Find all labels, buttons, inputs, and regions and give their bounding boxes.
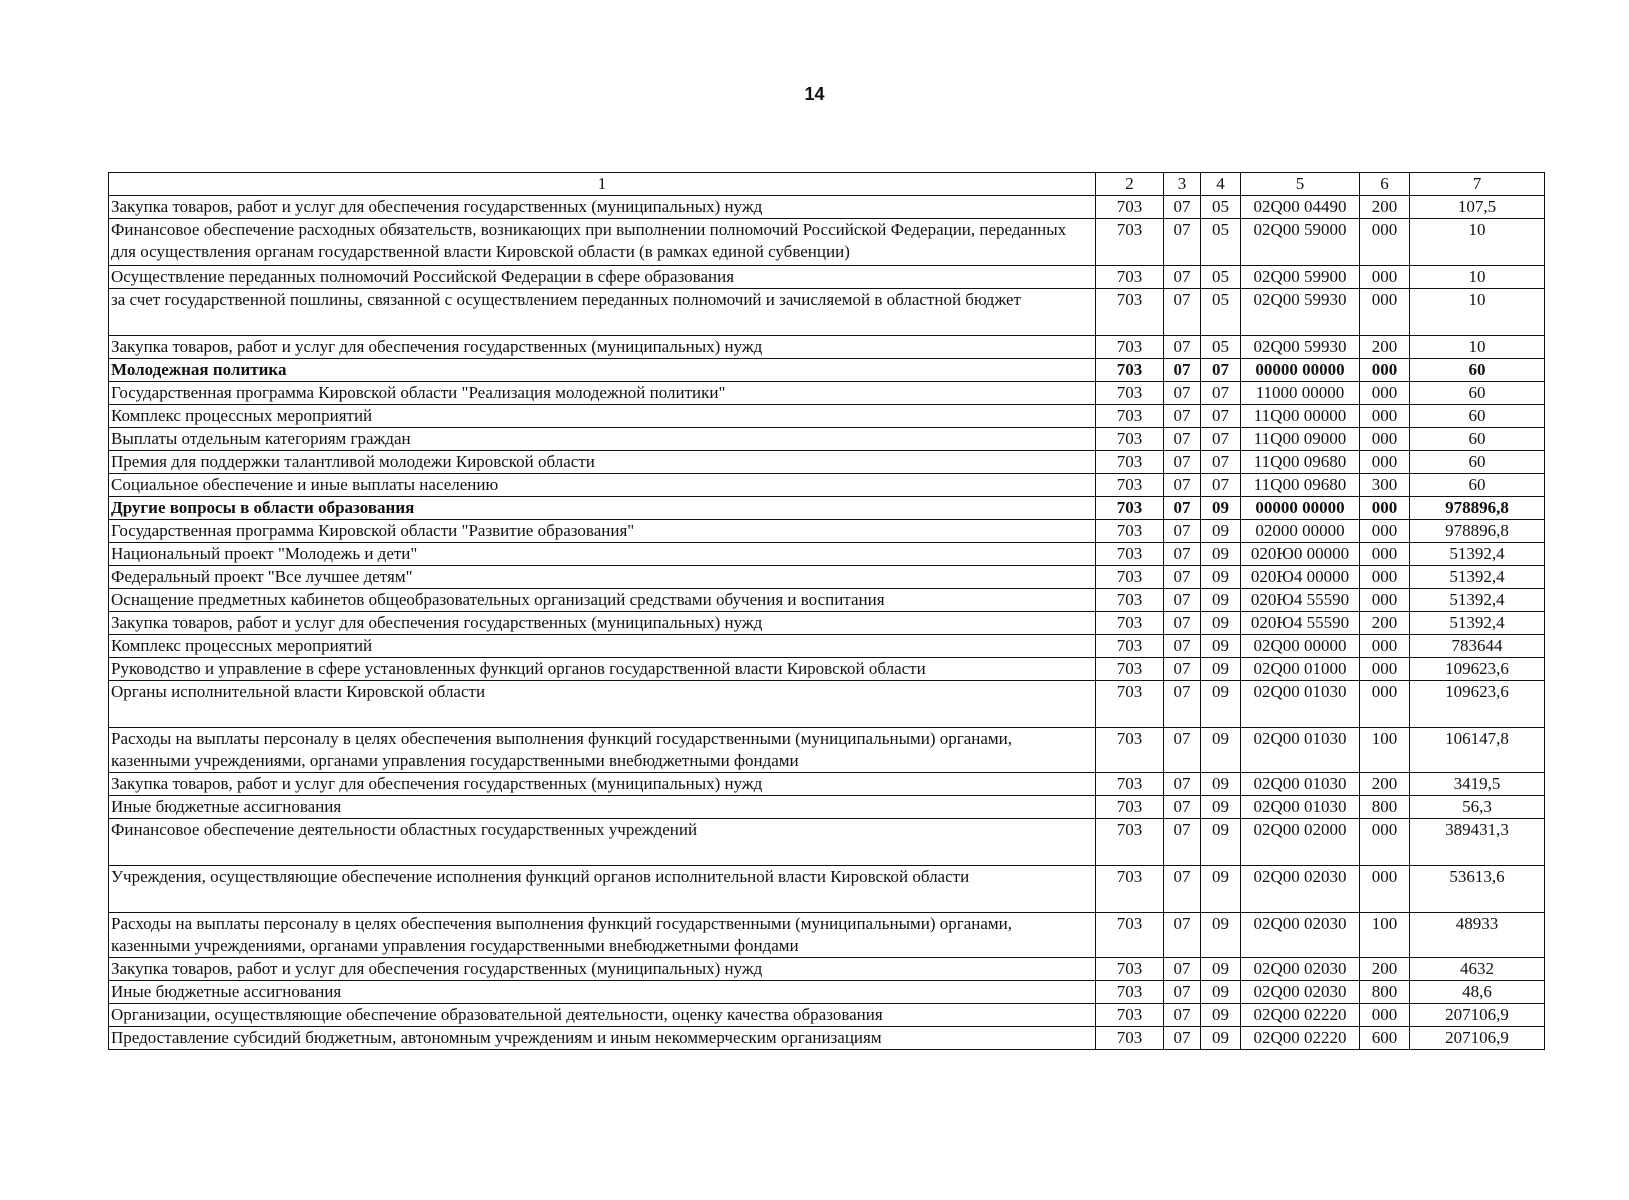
row-code-cell-3: 07 bbox=[1164, 219, 1201, 266]
table-row bbox=[109, 773, 1545, 796]
row-code-cell-3: 07 bbox=[1164, 359, 1201, 382]
row-code-cell-3: 07 bbox=[1164, 658, 1201, 681]
row-code-cell-2: 703 bbox=[1096, 497, 1164, 520]
row-code-cell-4: 05 bbox=[1201, 266, 1241, 289]
row-code-cell-5: 02Q00 59900 bbox=[1241, 266, 1360, 289]
row-code-cell-3: 07 bbox=[1164, 728, 1201, 773]
row-code-cell-3: 07 bbox=[1164, 543, 1201, 566]
row-name-cell: Национальный проект "Молодежь и дети" bbox=[109, 543, 1096, 566]
row-code-cell-4: 09 bbox=[1201, 866, 1241, 913]
row-code-cell-7: 3419,5 bbox=[1410, 773, 1545, 796]
row-code-cell-5: 02Q00 02030 bbox=[1241, 958, 1360, 981]
row-code-cell-5: 02Q00 59930 bbox=[1241, 336, 1360, 359]
table-row bbox=[109, 612, 1545, 635]
column-header: 2 bbox=[1096, 173, 1164, 196]
row-code-cell-3: 07 bbox=[1164, 681, 1201, 728]
column-header: 4 bbox=[1201, 173, 1241, 196]
row-code-cell-6: 100 bbox=[1360, 728, 1410, 773]
row-code-cell-3: 07 bbox=[1164, 635, 1201, 658]
row-code-cell-2: 703 bbox=[1096, 382, 1164, 405]
row-name-cell: Финансовое обеспечение расходных обязательств, возникающих при выполнении полномочий Российской Федерации, переданных для осуществления органам государственной власти Кировской области (в рамках единой субвенции) bbox=[109, 219, 1096, 266]
row-code-cell-2: 703 bbox=[1096, 819, 1164, 866]
table-row bbox=[109, 728, 1545, 773]
row-code-cell-2: 703 bbox=[1096, 359, 1164, 382]
table-row bbox=[109, 681, 1545, 728]
row-code-cell-2: 703 bbox=[1096, 866, 1164, 913]
row-code-cell-7: 48933 bbox=[1410, 913, 1545, 958]
column-header: 3 bbox=[1164, 173, 1201, 196]
row-code-cell-6: 600 bbox=[1360, 1027, 1410, 1050]
table-row bbox=[109, 958, 1545, 981]
table-body bbox=[109, 196, 1545, 1050]
table-row bbox=[109, 635, 1545, 658]
row-code-cell-3: 07 bbox=[1164, 796, 1201, 819]
row-code-cell-5: 02Q00 01000 bbox=[1241, 658, 1360, 681]
table-row bbox=[109, 1027, 1545, 1050]
row-code-cell-7: 10 bbox=[1410, 289, 1545, 336]
row-name-cell: Комплекс процессных мероприятий bbox=[109, 405, 1096, 428]
row-code-cell-5: 02Q00 01030 bbox=[1241, 773, 1360, 796]
row-code-cell-5: 02Q00 59930 bbox=[1241, 289, 1360, 336]
row-code-cell-6: 200 bbox=[1360, 196, 1410, 219]
row-code-cell-2: 703 bbox=[1096, 681, 1164, 728]
row-code-cell-5: 02Q00 02030 bbox=[1241, 981, 1360, 1004]
row-code-cell-3: 07 bbox=[1164, 981, 1201, 1004]
row-code-cell-4: 09 bbox=[1201, 612, 1241, 635]
table-row bbox=[109, 913, 1545, 958]
row-code-cell-3: 07 bbox=[1164, 612, 1201, 635]
row-code-cell-2: 703 bbox=[1096, 773, 1164, 796]
row-code-cell-4: 09 bbox=[1201, 635, 1241, 658]
row-code-cell-2: 703 bbox=[1096, 266, 1164, 289]
row-code-cell-6: 000 bbox=[1360, 819, 1410, 866]
row-code-cell-5: 02Q00 02000 bbox=[1241, 819, 1360, 866]
row-code-cell-6: 100 bbox=[1360, 913, 1410, 958]
row-code-cell-2: 703 bbox=[1096, 289, 1164, 336]
row-code-cell-5: 11Q00 09000 bbox=[1241, 428, 1360, 451]
row-code-cell-3: 07 bbox=[1164, 266, 1201, 289]
row-code-cell-2: 703 bbox=[1096, 543, 1164, 566]
row-code-cell-2: 703 bbox=[1096, 219, 1164, 266]
row-code-cell-4: 09 bbox=[1201, 981, 1241, 1004]
row-code-cell-4: 09 bbox=[1201, 913, 1241, 958]
row-code-cell-2: 703 bbox=[1096, 635, 1164, 658]
row-code-cell-2: 703 bbox=[1096, 958, 1164, 981]
row-name-cell: Оснащение предметных кабинетов общеобразовательных организаций средствами обучения и воспитания bbox=[109, 589, 1096, 612]
row-name-cell: Организации, осуществляющие обеспечение образовательной деятельности, оценку качества образования bbox=[109, 1004, 1096, 1027]
row-code-cell-6: 000 bbox=[1360, 543, 1410, 566]
row-code-cell-4: 05 bbox=[1201, 289, 1241, 336]
row-code-cell-5: 00000 00000 bbox=[1241, 359, 1360, 382]
row-code-cell-4: 09 bbox=[1201, 681, 1241, 728]
row-code-cell-2: 703 bbox=[1096, 1004, 1164, 1027]
row-code-cell-7: 10 bbox=[1410, 266, 1545, 289]
row-code-cell-4: 09 bbox=[1201, 1027, 1241, 1050]
row-code-cell-2: 703 bbox=[1096, 1027, 1164, 1050]
row-code-cell-6: 000 bbox=[1360, 1004, 1410, 1027]
table-row bbox=[109, 196, 1545, 219]
row-code-cell-5: 02Q00 02220 bbox=[1241, 1027, 1360, 1050]
row-code-cell-3: 07 bbox=[1164, 866, 1201, 913]
row-code-cell-5: 02Q00 59000 bbox=[1241, 219, 1360, 266]
row-code-cell-4: 05 bbox=[1201, 336, 1241, 359]
row-code-cell-6: 000 bbox=[1360, 681, 1410, 728]
row-code-cell-3: 07 bbox=[1164, 474, 1201, 497]
row-code-cell-7: 10 bbox=[1410, 336, 1545, 359]
row-code-cell-5: 020Ю4 55590 bbox=[1241, 589, 1360, 612]
table-row bbox=[109, 474, 1545, 497]
row-code-cell-4: 09 bbox=[1201, 658, 1241, 681]
table-row bbox=[109, 981, 1545, 1004]
row-name-cell: Комплекс процессных мероприятий bbox=[109, 635, 1096, 658]
row-code-cell-4: 07 bbox=[1201, 359, 1241, 382]
row-code-cell-7: 10 bbox=[1410, 219, 1545, 266]
row-code-cell-2: 703 bbox=[1096, 474, 1164, 497]
row-code-cell-5: 02Q00 02030 bbox=[1241, 913, 1360, 958]
row-code-cell-7: 389431,3 bbox=[1410, 819, 1545, 866]
row-code-cell-7: 109623,6 bbox=[1410, 681, 1545, 728]
row-code-cell-6: 000 bbox=[1360, 497, 1410, 520]
row-code-cell-6: 200 bbox=[1360, 958, 1410, 981]
row-code-cell-3: 07 bbox=[1164, 589, 1201, 612]
row-code-cell-4: 09 bbox=[1201, 1004, 1241, 1027]
table-row bbox=[109, 428, 1545, 451]
table-row bbox=[109, 520, 1545, 543]
row-code-cell-2: 703 bbox=[1096, 728, 1164, 773]
page-number: 14 bbox=[804, 84, 825, 104]
row-code-cell-4: 09 bbox=[1201, 497, 1241, 520]
row-code-cell-6: 200 bbox=[1360, 336, 1410, 359]
row-name-cell: Федеральный проект "Все лучшее детям" bbox=[109, 566, 1096, 589]
row-code-cell-3: 07 bbox=[1164, 773, 1201, 796]
row-code-cell-3: 07 bbox=[1164, 520, 1201, 543]
row-code-cell-4: 09 bbox=[1201, 796, 1241, 819]
row-code-cell-6: 200 bbox=[1360, 612, 1410, 635]
row-code-cell-6: 000 bbox=[1360, 428, 1410, 451]
row-code-cell-5: 11000 00000 bbox=[1241, 382, 1360, 405]
table-row bbox=[109, 289, 1545, 336]
row-code-cell-4: 09 bbox=[1201, 958, 1241, 981]
row-name-cell: Закупка товаров, работ и услуг для обеспечения государственных (муниципальных) нужд bbox=[109, 336, 1096, 359]
row-code-cell-7: 60 bbox=[1410, 428, 1545, 451]
row-code-cell-4: 09 bbox=[1201, 520, 1241, 543]
row-code-cell-7: 60 bbox=[1410, 359, 1545, 382]
row-code-cell-6: 000 bbox=[1360, 658, 1410, 681]
budget-table bbox=[108, 172, 1545, 1050]
row-code-cell-6: 300 bbox=[1360, 474, 1410, 497]
row-code-cell-2: 703 bbox=[1096, 196, 1164, 219]
row-code-cell-5: 020Ю4 55590 bbox=[1241, 612, 1360, 635]
table-row bbox=[109, 866, 1545, 913]
row-name-cell: Финансовое обеспечение деятельности областных государственных учреждений bbox=[109, 819, 1096, 866]
table-row bbox=[109, 359, 1545, 382]
row-code-cell-4: 07 bbox=[1201, 405, 1241, 428]
row-code-cell-4: 09 bbox=[1201, 566, 1241, 589]
row-code-cell-5: 11Q00 00000 bbox=[1241, 405, 1360, 428]
row-name-cell: Осуществление переданных полномочий Российской Федерации в сфере образования bbox=[109, 266, 1096, 289]
row-code-cell-3: 07 bbox=[1164, 428, 1201, 451]
row-code-cell-4: 07 bbox=[1201, 451, 1241, 474]
row-code-cell-7: 109623,6 bbox=[1410, 658, 1545, 681]
row-code-cell-7: 51392,4 bbox=[1410, 543, 1545, 566]
row-code-cell-4: 07 bbox=[1201, 474, 1241, 497]
row-code-cell-6: 000 bbox=[1360, 382, 1410, 405]
row-code-cell-3: 07 bbox=[1164, 289, 1201, 336]
column-header: 7 bbox=[1410, 173, 1545, 196]
row-code-cell-5: 02Q00 01030 bbox=[1241, 728, 1360, 773]
table-row bbox=[109, 796, 1545, 819]
row-code-cell-3: 07 bbox=[1164, 819, 1201, 866]
row-code-cell-5: 02Q00 01030 bbox=[1241, 681, 1360, 728]
table-row bbox=[109, 382, 1545, 405]
column-header: 1 bbox=[109, 173, 1096, 196]
row-code-cell-7: 783644 bbox=[1410, 635, 1545, 658]
row-code-cell-7: 51392,4 bbox=[1410, 589, 1545, 612]
row-name-cell: Закупка товаров, работ и услуг для обеспечения государственных (муниципальных) нужд bbox=[109, 196, 1096, 219]
table-row bbox=[109, 219, 1545, 266]
row-code-cell-6: 000 bbox=[1360, 405, 1410, 428]
row-name-cell: Предоставление субсидий бюджетным, автономным учреждениям и иным некоммерческим организациям bbox=[109, 1027, 1096, 1050]
row-name-cell: Закупка товаров, работ и услуг для обеспечения государственных (муниципальных) нужд bbox=[109, 612, 1096, 635]
row-name-cell: Иные бюджетные ассигнования bbox=[109, 796, 1096, 819]
row-code-cell-6: 000 bbox=[1360, 451, 1410, 474]
table-row bbox=[109, 819, 1545, 866]
row-code-cell-4: 09 bbox=[1201, 728, 1241, 773]
row-code-cell-2: 703 bbox=[1096, 428, 1164, 451]
row-code-cell-4: 09 bbox=[1201, 589, 1241, 612]
row-code-cell-3: 07 bbox=[1164, 405, 1201, 428]
row-code-cell-3: 07 bbox=[1164, 382, 1201, 405]
row-code-cell-7: 106147,8 bbox=[1410, 728, 1545, 773]
row-code-cell-7: 60 bbox=[1410, 405, 1545, 428]
row-code-cell-5: 020Ю0 00000 bbox=[1241, 543, 1360, 566]
row-code-cell-2: 703 bbox=[1096, 612, 1164, 635]
row-name-cell: Иные бюджетные ассигнования bbox=[109, 981, 1096, 1004]
row-code-cell-5: 02Q00 00000 bbox=[1241, 635, 1360, 658]
row-name-cell: Учреждения, осуществляющие обеспечение исполнения функций органов исполнительной власти Кировской области bbox=[109, 866, 1096, 913]
row-code-cell-2: 703 bbox=[1096, 520, 1164, 543]
row-code-cell-5: 02Q00 04490 bbox=[1241, 196, 1360, 219]
row-code-cell-3: 07 bbox=[1164, 451, 1201, 474]
row-code-cell-7: 60 bbox=[1410, 382, 1545, 405]
row-name-cell: Расходы на выплаты персоналу в целях обеспечения выполнения функций государственными (муниципальными) органами, казенными учреждениями, органами управления государственными внебюджетными фондами bbox=[109, 913, 1096, 958]
row-code-cell-7: 53613,6 bbox=[1410, 866, 1545, 913]
row-name-cell: Молодежная политика bbox=[109, 359, 1096, 382]
row-code-cell-6: 000 bbox=[1360, 359, 1410, 382]
row-code-cell-6: 000 bbox=[1360, 266, 1410, 289]
row-code-cell-2: 703 bbox=[1096, 796, 1164, 819]
column-header: 5 bbox=[1241, 173, 1360, 196]
row-code-cell-5: 11Q00 09680 bbox=[1241, 451, 1360, 474]
row-code-cell-5: 02000 00000 bbox=[1241, 520, 1360, 543]
row-code-cell-6: 000 bbox=[1360, 635, 1410, 658]
row-name-cell: Закупка товаров, работ и услуг для обеспечения государственных (муниципальных) нужд bbox=[109, 773, 1096, 796]
row-code-cell-6: 200 bbox=[1360, 773, 1410, 796]
row-code-cell-2: 703 bbox=[1096, 336, 1164, 359]
row-name-cell: Другие вопросы в области образования bbox=[109, 497, 1096, 520]
table-row bbox=[109, 266, 1545, 289]
table-row bbox=[109, 1004, 1545, 1027]
row-code-cell-3: 07 bbox=[1164, 913, 1201, 958]
table-row bbox=[109, 497, 1545, 520]
row-code-cell-3: 07 bbox=[1164, 958, 1201, 981]
row-name-cell: Руководство и управление в сфере установленных функций органов государственной власти Кировской области bbox=[109, 658, 1096, 681]
table-row bbox=[109, 658, 1545, 681]
row-name-cell: Премия для поддержки талантливой молодежи Кировской области bbox=[109, 451, 1096, 474]
row-code-cell-2: 703 bbox=[1096, 566, 1164, 589]
row-name-cell: Закупка товаров, работ и услуг для обеспечения государственных (муниципальных) нужд bbox=[109, 958, 1096, 981]
row-code-cell-7: 48,6 bbox=[1410, 981, 1545, 1004]
row-code-cell-5: 020Ю4 00000 bbox=[1241, 566, 1360, 589]
row-code-cell-3: 07 bbox=[1164, 1004, 1201, 1027]
table-row bbox=[109, 336, 1545, 359]
row-code-cell-7: 107,5 bbox=[1410, 196, 1545, 219]
row-code-cell-5: 02Q00 02220 bbox=[1241, 1004, 1360, 1027]
row-code-cell-6: 000 bbox=[1360, 566, 1410, 589]
row-name-cell: Органы исполнительной власти Кировской области bbox=[109, 681, 1096, 728]
row-code-cell-4: 09 bbox=[1201, 773, 1241, 796]
row-code-cell-5: 11Q00 09680 bbox=[1241, 474, 1360, 497]
row-code-cell-3: 07 bbox=[1164, 1027, 1201, 1050]
row-code-cell-5: 02Q00 02030 bbox=[1241, 866, 1360, 913]
column-header: 6 bbox=[1360, 173, 1410, 196]
row-code-cell-2: 703 bbox=[1096, 913, 1164, 958]
row-code-cell-4: 09 bbox=[1201, 819, 1241, 866]
row-code-cell-6: 800 bbox=[1360, 981, 1410, 1004]
row-code-cell-7: 207106,9 bbox=[1410, 1004, 1545, 1027]
row-code-cell-5: 02Q00 01030 bbox=[1241, 796, 1360, 819]
table-row bbox=[109, 566, 1545, 589]
row-code-cell-4: 07 bbox=[1201, 428, 1241, 451]
row-code-cell-2: 703 bbox=[1096, 981, 1164, 1004]
row-code-cell-6: 000 bbox=[1360, 589, 1410, 612]
row-code-cell-6: 000 bbox=[1360, 219, 1410, 266]
row-code-cell-6: 000 bbox=[1360, 289, 1410, 336]
row-code-cell-7: 978896,8 bbox=[1410, 497, 1545, 520]
row-code-cell-5: 00000 00000 bbox=[1241, 497, 1360, 520]
row-name-cell: Выплаты отдельным категориям граждан bbox=[109, 428, 1096, 451]
row-code-cell-3: 07 bbox=[1164, 336, 1201, 359]
row-code-cell-6: 800 bbox=[1360, 796, 1410, 819]
table-row bbox=[109, 405, 1545, 428]
row-code-cell-7: 978896,8 bbox=[1410, 520, 1545, 543]
row-code-cell-6: 000 bbox=[1360, 520, 1410, 543]
row-code-cell-4: 07 bbox=[1201, 382, 1241, 405]
row-code-cell-4: 05 bbox=[1201, 219, 1241, 266]
row-code-cell-7: 60 bbox=[1410, 451, 1545, 474]
row-code-cell-2: 703 bbox=[1096, 658, 1164, 681]
row-code-cell-3: 07 bbox=[1164, 497, 1201, 520]
row-code-cell-2: 703 bbox=[1096, 589, 1164, 612]
row-code-cell-7: 56,3 bbox=[1410, 796, 1545, 819]
row-code-cell-4: 05 bbox=[1201, 196, 1241, 219]
row-code-cell-7: 4632 bbox=[1410, 958, 1545, 981]
row-name-cell: Государственная программа Кировской области "Реализация молодежной политики" bbox=[109, 382, 1096, 405]
row-code-cell-6: 000 bbox=[1360, 866, 1410, 913]
row-code-cell-3: 07 bbox=[1164, 566, 1201, 589]
row-code-cell-4: 09 bbox=[1201, 543, 1241, 566]
row-code-cell-7: 51392,4 bbox=[1410, 566, 1545, 589]
row-code-cell-7: 207106,9 bbox=[1410, 1027, 1545, 1050]
row-code-cell-2: 703 bbox=[1096, 405, 1164, 428]
table-row bbox=[109, 589, 1545, 612]
row-code-cell-7: 60 bbox=[1410, 474, 1545, 497]
row-name-cell: Социальное обеспечение и иные выплаты населению bbox=[109, 474, 1096, 497]
table-row bbox=[109, 451, 1545, 474]
row-code-cell-2: 703 bbox=[1096, 451, 1164, 474]
row-name-cell: Расходы на выплаты персоналу в целях обеспечения выполнения функций государственными (муниципальными) органами, казенными учреждениями, органами управления государственными внебюджетными фондами bbox=[109, 728, 1096, 773]
row-name-cell: за счет государственной пошлины, связанной с осуществлением переданных полномочий и зачисляемой в областной бюджет bbox=[109, 289, 1096, 336]
table-row bbox=[109, 543, 1545, 566]
row-name-cell: Государственная программа Кировской области "Развитие образования" bbox=[109, 520, 1096, 543]
row-code-cell-7: 51392,4 bbox=[1410, 612, 1545, 635]
table-header-row bbox=[109, 173, 1545, 196]
row-code-cell-3: 07 bbox=[1164, 196, 1201, 219]
